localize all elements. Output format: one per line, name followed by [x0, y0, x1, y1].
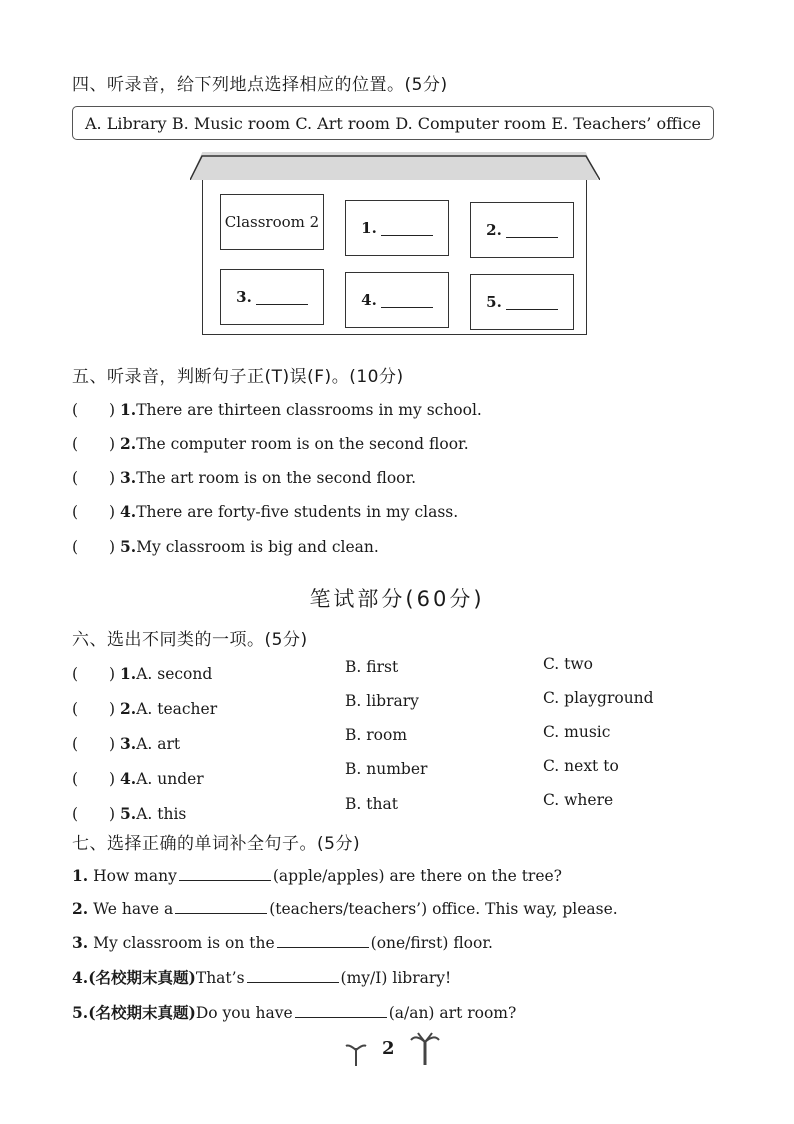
section-5-title: 五、听录音，判断句子正(T)误(F)。(10分) [72, 367, 404, 387]
room-label: 2. [486, 221, 502, 239]
palm-tree-icon [410, 1032, 440, 1066]
option-a: A. this [136, 805, 187, 823]
room-label: 5. [486, 293, 502, 311]
sentence-start: That’s [195, 969, 245, 987]
item-number: 4. [120, 502, 137, 521]
item-number: 2. [72, 899, 89, 918]
fill-item [72, 866, 562, 885]
item-number: 1. [72, 866, 89, 885]
fill-item [72, 1001, 516, 1023]
item-number: 4. [120, 769, 137, 788]
sentence-end: are there on the tree? [389, 867, 562, 885]
item-text: My classroom is big and clean. [136, 538, 379, 556]
room-classroom-2 [220, 194, 324, 250]
sentence-end: floor. [453, 934, 493, 952]
tf-item [72, 432, 469, 454]
option-a: A. teacher [136, 700, 218, 718]
room-label: 4. [361, 291, 377, 309]
fill-item [72, 899, 618, 918]
roof-outline [190, 154, 600, 180]
section-4-title: 四、听录音，给下列地点选择相应的位置。(5分) [72, 75, 448, 95]
answer-blank[interactable] [506, 223, 558, 238]
school-building-diagram [190, 152, 600, 338]
section-7-title: 七、选择正确的单词补全句子。(5分) [72, 834, 361, 854]
option-a: A. art [136, 735, 181, 753]
option-d: D. Computer room [395, 113, 547, 133]
answer-blank[interactable] [506, 295, 558, 310]
option-c: C. Art room [295, 113, 390, 133]
answer-blank[interactable] [381, 293, 433, 308]
option-c: C. music [543, 723, 611, 741]
choice-item [72, 662, 212, 684]
choice-item [72, 697, 217, 719]
option-c: C. two [543, 655, 593, 673]
sprout-icon [344, 1038, 368, 1068]
item-text: There are forty-five students in my class. [136, 503, 459, 521]
option-b: B. Music room [171, 113, 290, 133]
word-hint: (one/first) [370, 934, 449, 952]
fill-blank[interactable] [247, 968, 339, 983]
answer-paren[interactable]: ( ) [72, 735, 116, 753]
answer-paren[interactable]: ( ) [72, 805, 116, 823]
option-b: B. number [345, 760, 428, 778]
fill-blank[interactable] [179, 866, 271, 881]
sentence-start: How many [93, 867, 177, 885]
item-number: 4. [72, 968, 89, 987]
item-text: The computer room is on the second floor. [136, 435, 469, 453]
answer-paren[interactable]: ( ) [72, 469, 116, 487]
answer-paren[interactable]: ( ) [72, 503, 116, 521]
sentence-start: We have a [93, 900, 174, 918]
fill-item [72, 933, 493, 952]
answer-paren[interactable]: ( ) [72, 770, 116, 788]
answer-paren[interactable]: ( ) [72, 435, 116, 453]
item-number: 2. [120, 699, 137, 718]
option-a: A. under [136, 770, 204, 788]
tf-item [72, 500, 458, 522]
tf-item [72, 466, 416, 488]
room-1 [345, 200, 449, 256]
sentence-start: My classroom is on the [93, 934, 275, 952]
room-3 [220, 269, 324, 325]
fill-blank[interactable] [175, 899, 267, 914]
option-b: B. library [345, 692, 419, 710]
source-tag: (名校期末真题) [88, 1003, 196, 1022]
sentence-start: Do you have [195, 1004, 293, 1022]
item-text: There are thirteen classrooms in my school. [136, 401, 482, 419]
option-b: B. that [345, 795, 398, 813]
item-number: 3. [120, 468, 137, 487]
room-5 [470, 274, 574, 330]
item-number: 1. [120, 664, 137, 683]
answer-paren[interactable]: ( ) [72, 700, 116, 718]
item-number: 5. [120, 804, 137, 823]
item-text: The art room is on the second floor. [136, 469, 417, 487]
choice-item [72, 802, 186, 824]
room-label: 3. [236, 288, 252, 306]
answer-paren[interactable]: ( ) [72, 538, 116, 556]
word-hint: (a/an) [388, 1004, 435, 1022]
fill-blank[interactable] [277, 933, 369, 948]
item-number: 3. [72, 933, 89, 952]
sentence-end: office. This way, please. [432, 900, 618, 918]
section-6-title: 六、选出不同类的一项。(5分) [72, 630, 308, 650]
room-label: 1. [361, 219, 377, 237]
sentence-end: library! [392, 969, 452, 987]
word-hint: (apple/apples) [272, 867, 385, 885]
word-hint: (teachers/teachers’) [269, 900, 428, 918]
choice-item [72, 767, 204, 789]
choice-item [72, 732, 180, 754]
word-hint: (my/I) [340, 969, 388, 987]
written-part-title: 笔试部分(60分) [309, 587, 485, 611]
item-number: 5. [72, 1003, 89, 1022]
answer-paren[interactable]: ( ) [72, 401, 116, 419]
room-2 [470, 202, 574, 258]
option-a: A. second [136, 665, 213, 683]
fill-blank[interactable] [295, 1003, 387, 1018]
source-tag: (名校期末真题) [88, 968, 196, 987]
options-box [72, 106, 714, 140]
page-number: 2 [382, 1038, 395, 1059]
sentence-end: art room? [439, 1004, 517, 1022]
item-number: 3. [120, 734, 137, 753]
room-label: Classroom 2 [224, 213, 320, 231]
tf-item [72, 398, 482, 420]
option-e: E. Teachers’ office [551, 113, 701, 133]
option-c: C. playground [543, 689, 654, 707]
option-a: A. Library [85, 113, 167, 133]
page-footer [340, 1032, 450, 1068]
item-number: 2. [120, 434, 137, 453]
option-c: C. next to [543, 757, 619, 775]
tf-item [72, 535, 379, 557]
answer-paren[interactable]: ( ) [72, 665, 116, 683]
item-number: 1. [120, 400, 137, 419]
room-4 [345, 272, 449, 328]
option-c: C. where [543, 791, 614, 809]
fill-item [72, 966, 451, 988]
answer-blank[interactable] [256, 290, 308, 305]
answer-blank[interactable] [381, 221, 433, 236]
option-b: B. room [345, 726, 408, 744]
item-number: 5. [120, 537, 137, 556]
option-b: B. first [345, 658, 399, 676]
